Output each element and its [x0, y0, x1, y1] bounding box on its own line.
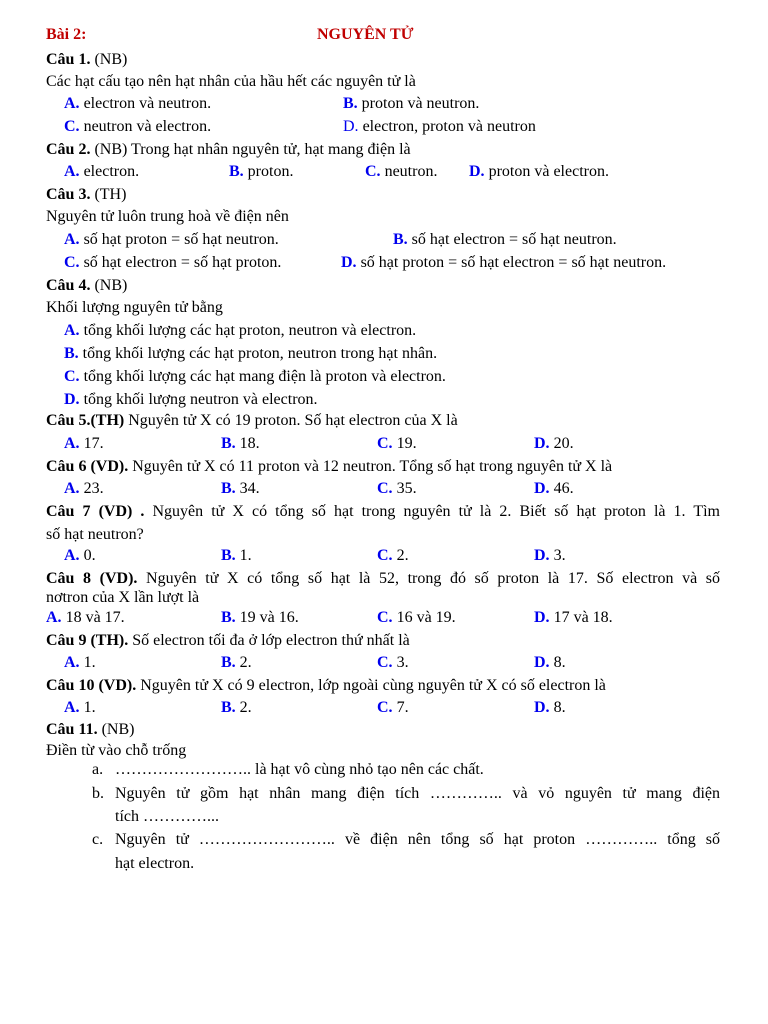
question-level: (NB)	[90, 51, 128, 68]
q3-option-a: A. số hạt proton = số hạt neutron.	[64, 231, 279, 248]
q7-option-c: C. 2.	[377, 547, 409, 564]
question-9-heading: Câu 9 (TH). Số electron tối đa ở lớp electron thứ nhất là	[46, 632, 410, 649]
q8-option-d: D. 17 và 18.	[534, 609, 613, 626]
question-11-stem: Điền từ vào chỗ trống	[46, 742, 187, 759]
q4-option-d: D. tổng khối lượng neutron và electron.	[64, 391, 318, 408]
q6-option-c: C. 35.	[377, 480, 417, 497]
question-4-stem: Khối lượng nguyên tử bằng	[46, 299, 223, 316]
q4-option-b: B. tổng khối lượng các hạt proton, neutron trong hạt nhân.	[64, 345, 438, 362]
fill-item-c-continued: hạt electron.	[115, 855, 195, 872]
q9-option-d: D. 8.	[534, 654, 566, 671]
question-5-heading: Câu 5.(TH) Nguyên tử X có 19 proton. Số hạt electron của X là	[46, 412, 458, 429]
q8-option-a: A. 18 và 17.	[46, 609, 125, 626]
question-1-heading	[46, 50, 127, 70]
q1-option-c: C. neutron và electron.	[64, 118, 212, 135]
q7-option-b: B. 1.	[221, 547, 252, 564]
question-label: Câu 1.	[46, 51, 91, 68]
fill-item-a: …………………….. là hạt vô cùng nhỏ tạo nên các chất.	[115, 761, 484, 778]
fill-item-marker: c.	[92, 831, 104, 848]
q9-option-b: B. 2.	[221, 654, 252, 671]
fill-item-b: Nguyên tử gồm hạt nhân mang điện tích ………….. và vỏ nguyên tử mang điện	[115, 785, 720, 802]
question-8-stem-continued: nơtron của X lần lượt là	[46, 589, 200, 606]
q2-option-a: A. electron.	[64, 163, 140, 180]
q5-option-a: A. 17.	[64, 435, 104, 452]
fill-item-c: Nguyên tử …………………….. về điện nên tổng số hạt proton ………….. tổng số	[115, 831, 720, 848]
q8-option-b: B. 19 và 16.	[221, 609, 299, 626]
q9-option-a: A. 1.	[64, 654, 96, 671]
question-10-heading: Câu 10 (VD). Nguyên tử X có 9 electron, lớp ngoài cùng nguyên tử X có số electron là	[46, 677, 606, 694]
question-3-stem: Nguyên tử luôn trung hoà về điện nên	[46, 208, 289, 225]
q2-option-d: D. proton và electron.	[469, 163, 609, 180]
q7-option-a: A. 0.	[64, 547, 96, 564]
q1-option-d: D. electron, proton và neutron	[343, 118, 536, 135]
question-3-heading: Câu 3. (TH)	[46, 186, 127, 203]
q6-option-b: B. 34.	[221, 480, 260, 497]
q10-option-c: C. 7.	[377, 699, 409, 716]
question-8-heading: Câu 8 (VD). Nguyên tử X có tổng số hạt là 52, trong đó số proton là 17. Số electron và số	[46, 570, 721, 587]
fill-item-marker: a.	[92, 761, 104, 778]
question-11-heading: Câu 11. (NB)	[46, 721, 135, 738]
question-4-heading: Câu 4. (NB)	[46, 277, 128, 294]
page-title: NGUYÊN TỬ	[317, 26, 414, 43]
question-7-heading: Câu 7 (VD) . Nguyên tử X có tổng số hạt trong nguyên tử là 2. Biết số hạt proton là 1. Tìm	[46, 503, 720, 520]
q2-option-c: C. neutron.	[365, 163, 438, 180]
question-6-heading: Câu 6 (VD). Nguyên tử X có 11 proton và 12 neutron. Tổng số hạt trong nguyên tử X là	[46, 458, 613, 475]
q9-option-c: C. 3.	[377, 654, 409, 671]
q10-option-b: B. 2.	[221, 699, 252, 716]
q6-option-a: A. 23.	[64, 480, 104, 497]
q3-option-c: C. số hạt electron = số hạt proton.	[64, 254, 282, 271]
fill-item-marker: b.	[92, 785, 104, 802]
q5-option-b: B. 18.	[221, 435, 260, 452]
q1-option-a: A. electron và neutron.	[64, 95, 212, 112]
q3-option-d: D. số hạt proton = số hạt electron = số hạt neutron.	[341, 254, 667, 271]
q10-option-a: A. 1.	[64, 699, 96, 716]
question-7-stem-continued: số hạt neutron?	[46, 526, 144, 543]
q10-option-d: D. 8.	[534, 699, 566, 716]
q1-option-b: B. proton và neutron.	[343, 95, 480, 112]
question-1-stem: Các hạt cấu tạo nên hạt nhân của hầu hết các nguyên tử là	[46, 73, 416, 90]
q4-option-a: A. tổng khối lượng các hạt proton, neutron và electron.	[64, 322, 417, 339]
q6-option-d: D. 46.	[534, 480, 574, 497]
question-2-heading: Câu 2. (NB) Trong hạt nhân nguyên tử, hạt mang điện là	[46, 141, 411, 158]
q4-option-c: C. tổng khối lượng các hạt mang điện là proton và electron.	[64, 368, 446, 385]
q3-option-b: B. số hạt electron = số hạt neutron.	[393, 231, 617, 248]
q5-option-d: D. 20.	[534, 435, 574, 452]
q7-option-d: D. 3.	[534, 547, 566, 564]
q2-option-b: B. proton.	[229, 163, 294, 180]
lesson-label: Bài 2:	[46, 26, 87, 43]
fill-item-b-continued: tích …………...	[115, 808, 219, 825]
q8-option-c: C. 16 và 19.	[377, 609, 456, 626]
q5-option-c: C. 19.	[377, 435, 417, 452]
